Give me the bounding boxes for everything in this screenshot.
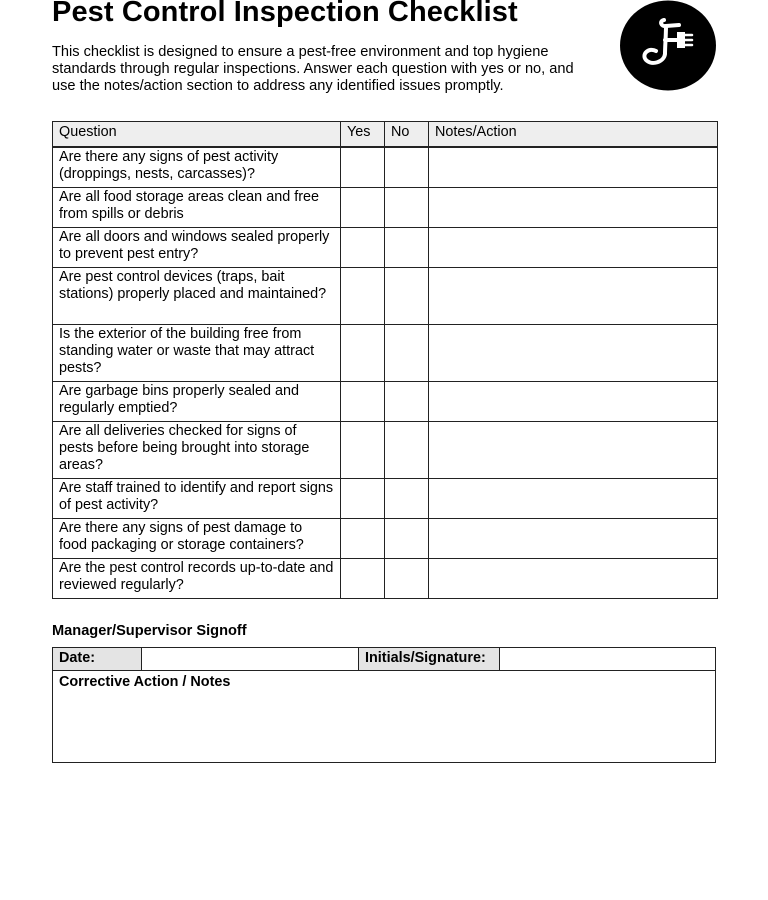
yes-cell[interactable] [341, 324, 385, 381]
signoff-fields-row [53, 648, 715, 671]
no-cell[interactable] [385, 478, 429, 518]
column-header-yes: Yes [341, 122, 385, 148]
table-row [53, 227, 718, 267]
yes-cell[interactable] [341, 518, 385, 558]
no-cell[interactable] [385, 518, 429, 558]
yes-cell[interactable] [341, 381, 385, 421]
date-field[interactable] [142, 648, 359, 670]
no-cell[interactable] [385, 421, 429, 478]
column-header-question: Question [53, 122, 341, 148]
yes-cell[interactable] [341, 421, 385, 478]
no-cell[interactable] [385, 324, 429, 381]
signoff-title: Manager/Supervisor Signoff [52, 623, 247, 639]
question-cell: Are there any signs of pest activity (droppings, nests, carcasses)? [53, 147, 341, 187]
question-cell: Is the exterior of the building free from standing water or waste that may attract pests? [53, 324, 341, 381]
no-cell[interactable] [385, 187, 429, 227]
notes-cell[interactable] [429, 421, 718, 478]
no-cell[interactable] [385, 558, 429, 598]
no-cell[interactable] [385, 267, 429, 324]
yes-cell[interactable] [341, 478, 385, 518]
notes-cell[interactable] [429, 324, 718, 381]
signature-field[interactable] [500, 648, 715, 670]
signoff-box [52, 647, 716, 763]
column-header-notes: Notes/Action [429, 122, 718, 148]
notes-cell[interactable] [429, 478, 718, 518]
table-header-row [53, 122, 718, 148]
question-cell: Are all doors and windows sealed properly to prevent pest entry? [53, 227, 341, 267]
no-cell[interactable] [385, 227, 429, 267]
inspection-checklist-table [52, 121, 718, 599]
intro-text: This checklist is designed to ensure a pest-free environment and top hygiene standards through regular inspections. Answer each question with yes or no, and use the notes/action section to address any identified issues promptly. [52, 44, 574, 94]
question-cell: Are all food storage areas clean and free from spills or debris [53, 187, 341, 227]
notes-cell[interactable] [429, 227, 718, 267]
page-title: Pest Control Inspection Checklist [52, 0, 518, 28]
notes-cell[interactable] [429, 147, 718, 187]
question-cell: Are all deliveries checked for signs of pests before being brought into storage areas? [53, 421, 341, 478]
table-row [53, 187, 718, 227]
question-cell: Are there any signs of pest damage to food packaging or storage containers? [53, 518, 341, 558]
question-cell: Are the pest control records up-to-date and reviewed regularly? [53, 558, 341, 598]
yes-cell[interactable] [341, 267, 385, 324]
question-cell: Are pest control devices (traps, bait stations) properly placed and maintained? [53, 267, 341, 324]
yes-cell[interactable] [341, 227, 385, 267]
column-header-no: No [385, 122, 429, 148]
table-row [53, 518, 718, 558]
table-row [53, 558, 718, 598]
yes-cell[interactable] [341, 558, 385, 598]
corrective-action-field[interactable] [53, 692, 715, 762]
table-row [53, 147, 718, 187]
notes-cell[interactable] [429, 518, 718, 558]
yes-cell[interactable] [341, 187, 385, 227]
table-row [53, 324, 718, 381]
yes-cell[interactable] [341, 147, 385, 187]
notes-cell[interactable] [429, 558, 718, 598]
date-label: Date: [53, 648, 142, 670]
table-row [53, 381, 718, 421]
question-cell: Are garbage bins properly sealed and regularly emptied? [53, 381, 341, 421]
signature-label: Initials/Signature: [359, 648, 500, 670]
no-cell[interactable] [385, 147, 429, 187]
notes-cell[interactable] [429, 187, 718, 227]
notes-cell[interactable] [429, 381, 718, 421]
no-cell[interactable] [385, 381, 429, 421]
table-row [53, 267, 718, 324]
notes-cell[interactable] [429, 267, 718, 324]
table-row [53, 421, 718, 478]
question-cell: Are staff trained to identify and report signs of pest activity? [53, 478, 341, 518]
fork-plug-logo-icon [619, 0, 717, 91]
table-row [53, 478, 718, 518]
corrective-action-label: Corrective Action / Notes [59, 674, 231, 690]
